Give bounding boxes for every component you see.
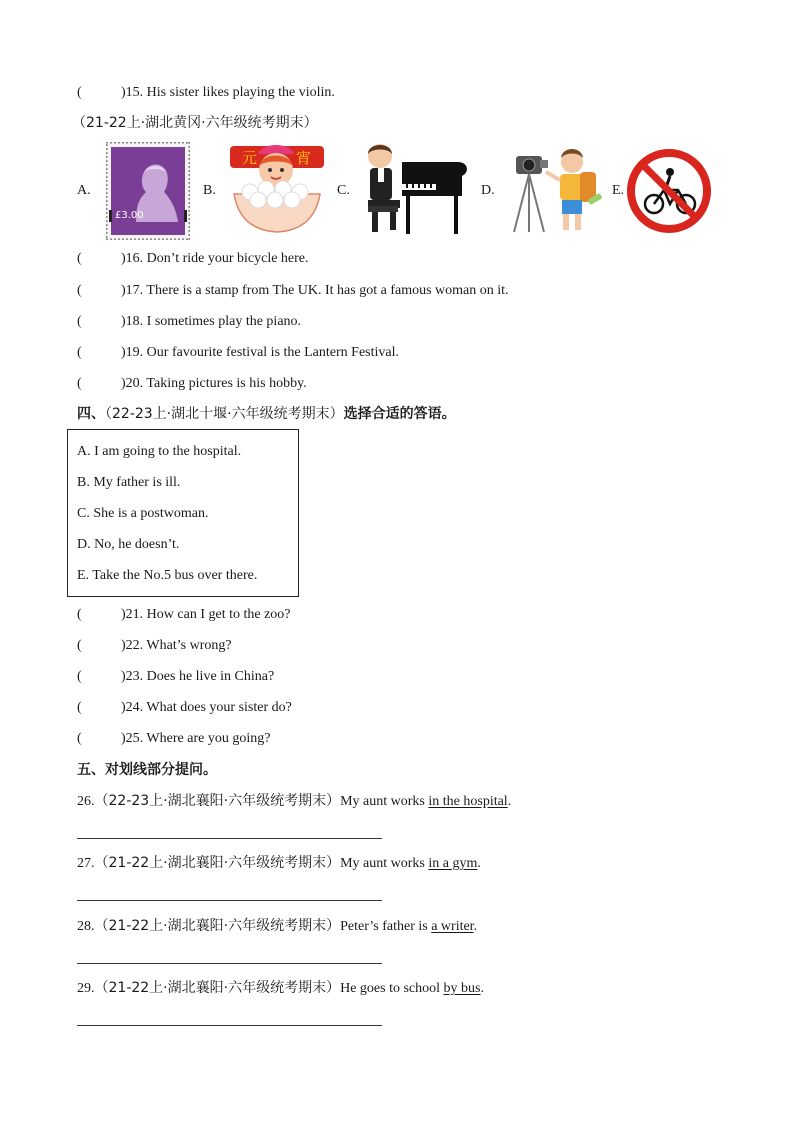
question-number: )21. bbox=[121, 607, 144, 622]
punctuation: . bbox=[480, 981, 484, 996]
question-number: )17. bbox=[121, 283, 144, 298]
question-number: )23. bbox=[121, 669, 144, 684]
banner-char-1: 元 bbox=[242, 149, 258, 167]
answer-blank[interactable]: ( bbox=[77, 700, 82, 715]
option-letter-a: A. bbox=[77, 183, 91, 198]
question-number: )20. bbox=[121, 376, 144, 391]
question-number: 29. bbox=[77, 981, 95, 996]
option-a: A. I am going to the hospital. bbox=[77, 444, 242, 459]
question-25 bbox=[77, 730, 270, 748]
question-number: )15. bbox=[121, 85, 144, 100]
option-e: E. Take the No.5 bus over there. bbox=[77, 568, 258, 583]
question-27 bbox=[77, 854, 481, 873]
question-20 bbox=[77, 375, 307, 393]
question-number: )25. bbox=[121, 731, 144, 746]
question-26 bbox=[77, 792, 511, 811]
photographer-image bbox=[510, 142, 604, 234]
question-number: )19. bbox=[121, 345, 144, 360]
question-text: What does your sister do? bbox=[146, 700, 292, 715]
source-note: （21-22上·湖北襄阳·六年级统考期末） bbox=[94, 918, 341, 934]
question-text: Don’t ride your bicycle here. bbox=[146, 251, 309, 266]
question-text: My aunt works bbox=[340, 856, 429, 871]
underlined-part: by bus bbox=[443, 981, 481, 996]
question-number: 27. bbox=[77, 856, 95, 871]
answer-line[interactable] bbox=[77, 838, 382, 839]
answer-blank[interactable]: ( bbox=[77, 669, 82, 684]
question-number: 28. bbox=[77, 919, 95, 934]
question-15 bbox=[77, 84, 335, 102]
answer-blank[interactable]: ( bbox=[77, 345, 82, 360]
lantern-festival-image bbox=[228, 140, 326, 236]
section-number: 四、 bbox=[77, 406, 105, 422]
piano-player-image bbox=[360, 138, 472, 238]
question-19 bbox=[77, 344, 399, 362]
answer-blank[interactable]: ( bbox=[77, 731, 82, 746]
question-16 bbox=[77, 250, 309, 268]
question-text: How can I get to the zoo? bbox=[146, 607, 291, 622]
question-text: Does he live in China? bbox=[146, 669, 275, 684]
answer-blank[interactable]: ( bbox=[77, 251, 82, 266]
question-text: I sometimes play the piano. bbox=[146, 314, 302, 329]
question-number: )16. bbox=[121, 251, 144, 266]
underlined-part: in the hospital bbox=[428, 794, 508, 809]
punctuation: . bbox=[473, 919, 478, 934]
question-22 bbox=[77, 637, 232, 655]
question-29 bbox=[77, 979, 484, 998]
question-21 bbox=[77, 606, 291, 624]
question-28 bbox=[77, 917, 477, 936]
question-text: His sister likes playing the violin. bbox=[146, 85, 335, 100]
section-heading-4 bbox=[77, 405, 456, 423]
punctuation: . bbox=[507, 794, 512, 809]
stamp-image bbox=[106, 142, 190, 240]
underlined-part: in a gym bbox=[428, 856, 478, 871]
question-text: Where are you going? bbox=[146, 731, 271, 746]
question-number: )22. bbox=[121, 638, 144, 653]
answer-blank[interactable]: ( bbox=[77, 283, 82, 298]
option-letter-d: D. bbox=[481, 183, 495, 198]
section-task: 选择合适的答语。 bbox=[343, 406, 456, 422]
punctuation: . bbox=[477, 856, 481, 871]
answer-blank[interactable]: ( bbox=[77, 638, 82, 653]
question-number: 26. bbox=[77, 794, 95, 809]
source-note: （21-22上·湖北襄阳·六年级统考期末） bbox=[94, 980, 341, 996]
option-c: C. She is a postwoman. bbox=[77, 506, 209, 521]
option-letter-c: C. bbox=[337, 183, 350, 198]
section-heading-5: 五、对划线部分提问。 bbox=[77, 762, 217, 778]
source-note: （21-22上·湖北黄冈·六年级统考期末） bbox=[72, 115, 318, 131]
underlined-part: a writer bbox=[431, 919, 474, 934]
question-text: Our favourite festival is the Lantern Festival. bbox=[146, 345, 399, 360]
question-23 bbox=[77, 668, 274, 686]
option-letter-b: B. bbox=[203, 183, 216, 198]
question-text: What’s wrong? bbox=[146, 638, 232, 653]
answer-line[interactable] bbox=[77, 1025, 382, 1026]
question-text: There is a stamp from The UK. It has got a famous woman on it. bbox=[146, 283, 509, 298]
option-d: D. No, he doesn’t. bbox=[77, 537, 180, 552]
question-17 bbox=[77, 282, 509, 300]
answer-options-box bbox=[67, 429, 299, 597]
question-18 bbox=[77, 313, 301, 331]
source-note: （21-22上·湖北襄阳·六年级统考期末） bbox=[94, 855, 341, 871]
question-number: )18. bbox=[121, 314, 144, 329]
source-note: （22-23上·湖北十堰·六年级统考期末） bbox=[105, 406, 344, 422]
question-text: Peter’s father is bbox=[340, 919, 432, 934]
question-text: He goes to school bbox=[340, 981, 444, 996]
source-note: （22-23上·湖北襄阳·六年级统考期末） bbox=[94, 793, 341, 809]
answer-blank[interactable]: ( bbox=[77, 376, 82, 391]
question-text: Taking pictures is his hobby. bbox=[146, 376, 307, 391]
question-24 bbox=[77, 699, 292, 717]
no-bicycle-sign bbox=[626, 148, 712, 234]
stamp-price: £3.00 bbox=[115, 210, 144, 221]
option-b: B. My father is ill. bbox=[77, 475, 181, 490]
answer-line[interactable] bbox=[77, 900, 382, 901]
answer-blank[interactable]: ( bbox=[77, 607, 82, 622]
answer-line[interactable] bbox=[77, 963, 382, 964]
answer-blank[interactable]: ( bbox=[77, 314, 82, 329]
banner-char-2: 宵 bbox=[296, 149, 312, 167]
option-letter-e: E. bbox=[612, 183, 625, 198]
question-text: My aunt works bbox=[340, 794, 429, 809]
answer-blank[interactable]: ( bbox=[77, 85, 82, 100]
question-number: )24. bbox=[121, 700, 144, 715]
